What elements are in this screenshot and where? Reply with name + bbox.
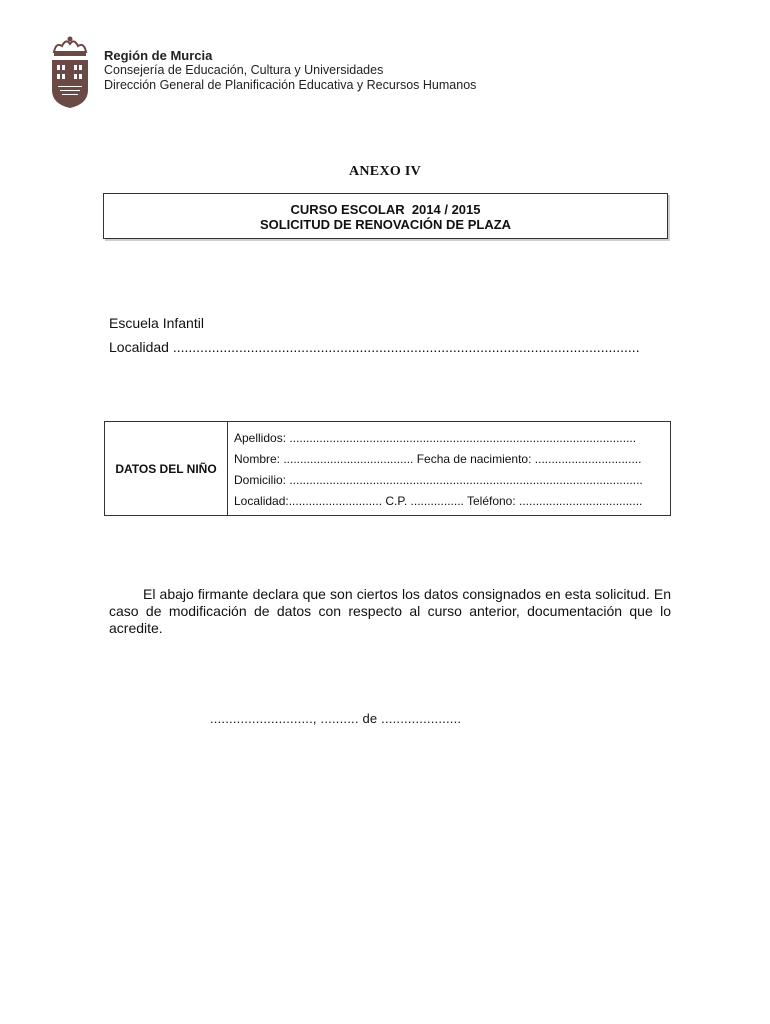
locality-postcode-phone-field[interactable]: Localidad:............................ C.P. ................ Teléfono: ..................................... xyxy=(234,494,643,508)
department-name: Consejería de Educación, Cultura y Universidades xyxy=(104,63,384,77)
child-data-label: DATOS DEL NIÑO xyxy=(105,422,228,515)
org-name: Región de Murcia xyxy=(104,48,213,63)
declaration-text xyxy=(109,586,671,637)
date-signature-line[interactable]: ..........................., .......... de ..................... xyxy=(210,711,462,726)
request-title: SOLICITUD DE RENOVACIÓN DE PLAZA xyxy=(259,217,512,232)
school-block xyxy=(109,311,640,359)
annex-title: ANEXO IV xyxy=(348,164,422,179)
declaration-body: El abajo firmante declara que son ciertos los datos consignados en esta solicitud. En caso de modificación de datos con respecto al curso anterior, documentación que lo acredite. xyxy=(109,586,671,636)
course-year: CURSO ESCOLAR 2014 / 2015 xyxy=(290,202,481,217)
school-label: Escuela Infantil xyxy=(109,315,204,331)
address-field[interactable]: Domicilio: .......................................................................................................... xyxy=(234,473,643,487)
child-data-table xyxy=(104,421,671,516)
document-header xyxy=(48,34,568,114)
child-data-fields xyxy=(234,428,670,512)
coat-of-arms-icon xyxy=(48,34,92,110)
directorate-name: Dirección General de Planificación Educativa y Recursos Humanos xyxy=(104,78,477,92)
school-locality-field[interactable]: Localidad ........................................................................................................................ xyxy=(109,339,640,355)
surnames-field[interactable]: Apellidos: ........................................................................................................ xyxy=(234,431,637,445)
name-birthdate-field[interactable]: Nombre: ....................................... Fecha de nacimiento: ................................ xyxy=(234,452,642,466)
header-text-block xyxy=(104,48,476,93)
course-title-box xyxy=(103,193,668,239)
